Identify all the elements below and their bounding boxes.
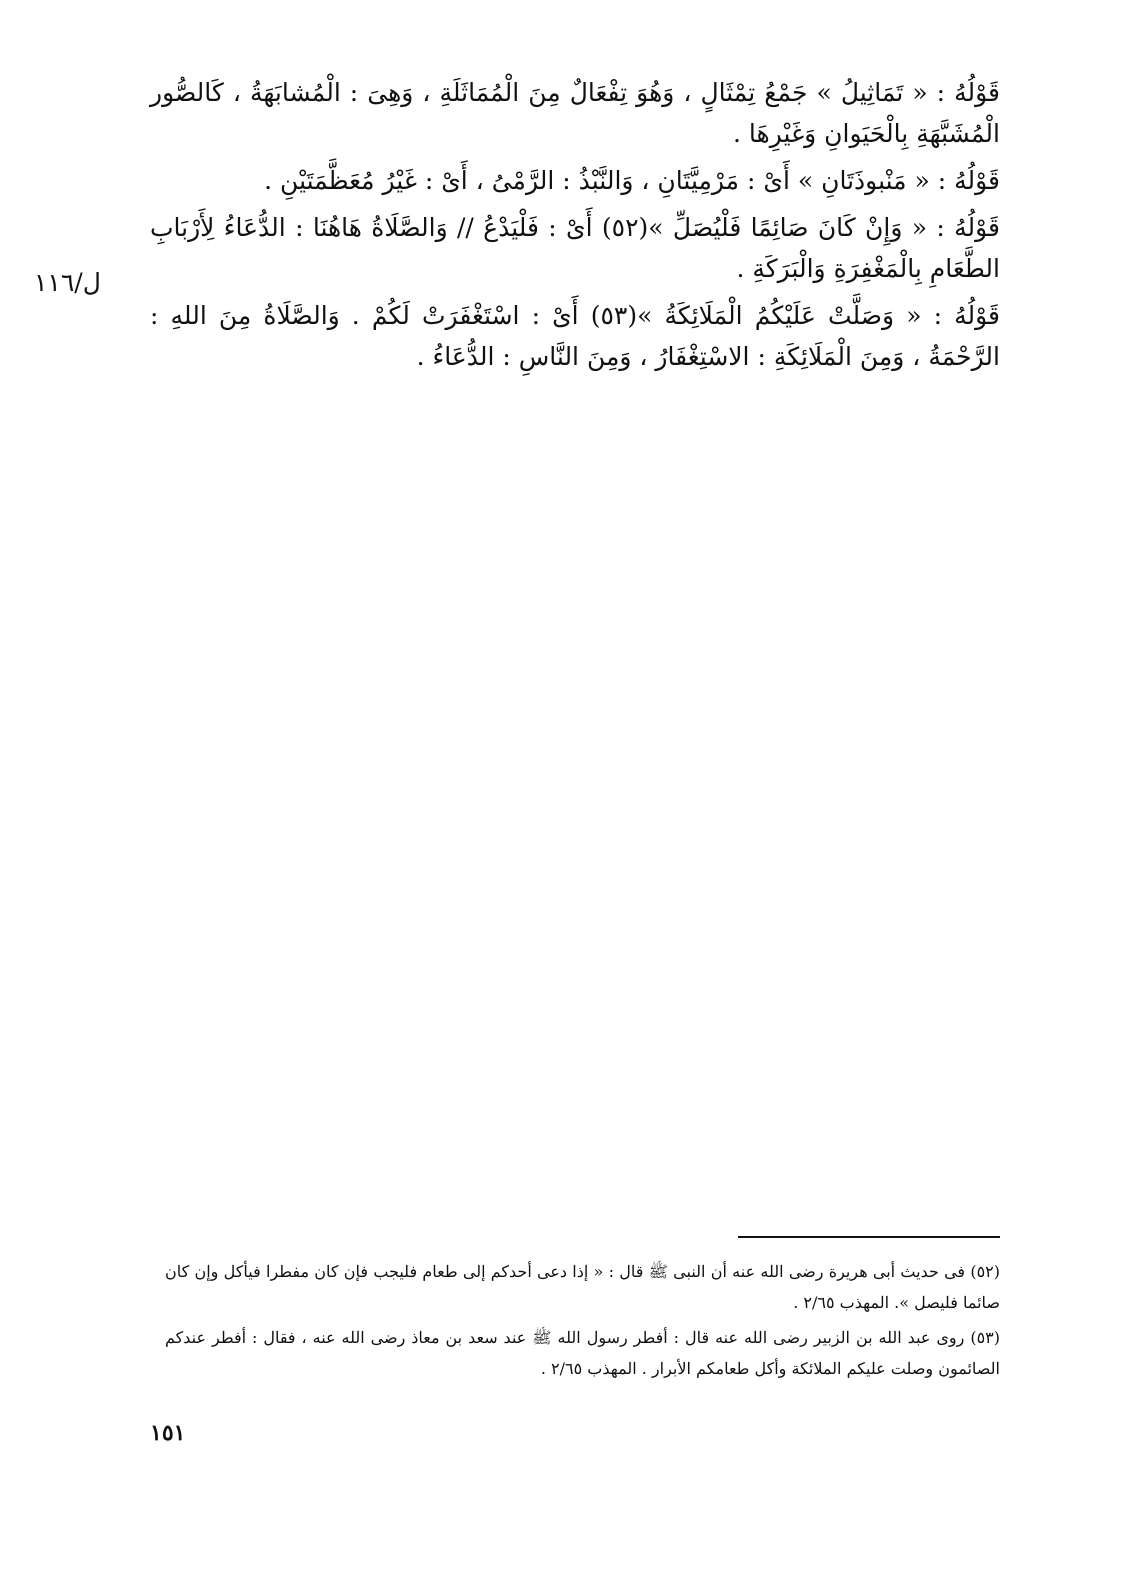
footnote-divider (738, 1236, 1000, 1238)
footnotes (165, 1256, 1000, 1388)
paragraph-tamathil: قَوْلُهُ : « تَمَاثِيلُ » جَمْعُ تِمْثَالٍ ، وَهُوَ تِفْعَالٌ مِنَ الْمُمَاثَلَةِ ، وَهِىَ : الْمُشابَهَةُ ، كَالصُّور الْمُشَبَّهَةِ بِالْحَيَوانِ وَغَيْرِهَا . (150, 78, 1000, 148)
footnote-52: (٥٢) فى حديث أبى هريرة رضى الله عنه أن النبى ﷺ قال : « إذا دعى أحدكم إلى طعام فليجب فإن كان مفطرا فيأكل وإن كان صائما فليصل ». المهذب ٢/٦٥ . (165, 1262, 1000, 1312)
main-text (150, 72, 1000, 383)
page-number: ١٥١ (150, 1420, 186, 1446)
footnote-53: (٥٣) روى عبد الله بن الزبير رضى الله عنه قال : أفطر رسول الله ﷺ عند سعد بن معاذ رضى الله عنه ، فقال : أفطر عندكم الصائمون وصلت عليكم الملائكة وأكل طعامكم الأبرار . المهذب ٢/٦٥ . (165, 1328, 1000, 1378)
paragraph-falyusalli: قَوْلُهُ : « وَإِنْ كَانَ صَائِمًا فَلْيُصَلِّ »(٥٢) أَىْ : فَلْيَدْعُ // وَالصَّلَاةُ هَاهُنَا : الدُّعَاءُ لِأَرْبَابِ الطَّعَامِ بِالْمَغْفِرَةِ وَالْبَرَكَةِ . (150, 213, 1001, 283)
paragraph-manbudhatan: قَوْلُهُ : « مَنْبوذَتَانِ » أَىْ : مَرْمِيَّتَانِ ، وَالنَّبْذُ : الرَّمْىُ ، أَىْ : غَيْرُ مُعَظَّمَتَيْنِ . (264, 166, 1000, 195)
margin-manuscript-reference: ل/١١٦ (34, 268, 101, 297)
paragraph-wasallat: قَوْلُهُ : « وَصَلَّتْ عَلَيْكُمُ الْمَلَائِكَةُ »(٥٣) أَىْ : اسْتَغْفَرَتْ لَكُمْ . وَالصَّلَاةُ مِنَ اللهِ : الرَّحْمَةُ ، وَمِنَ الْمَلَائِكَةِ : الاسْتِغْفَارُ ، وَمِنَ النَّاسِ : الدُّعَاءُ . (150, 301, 1000, 371)
